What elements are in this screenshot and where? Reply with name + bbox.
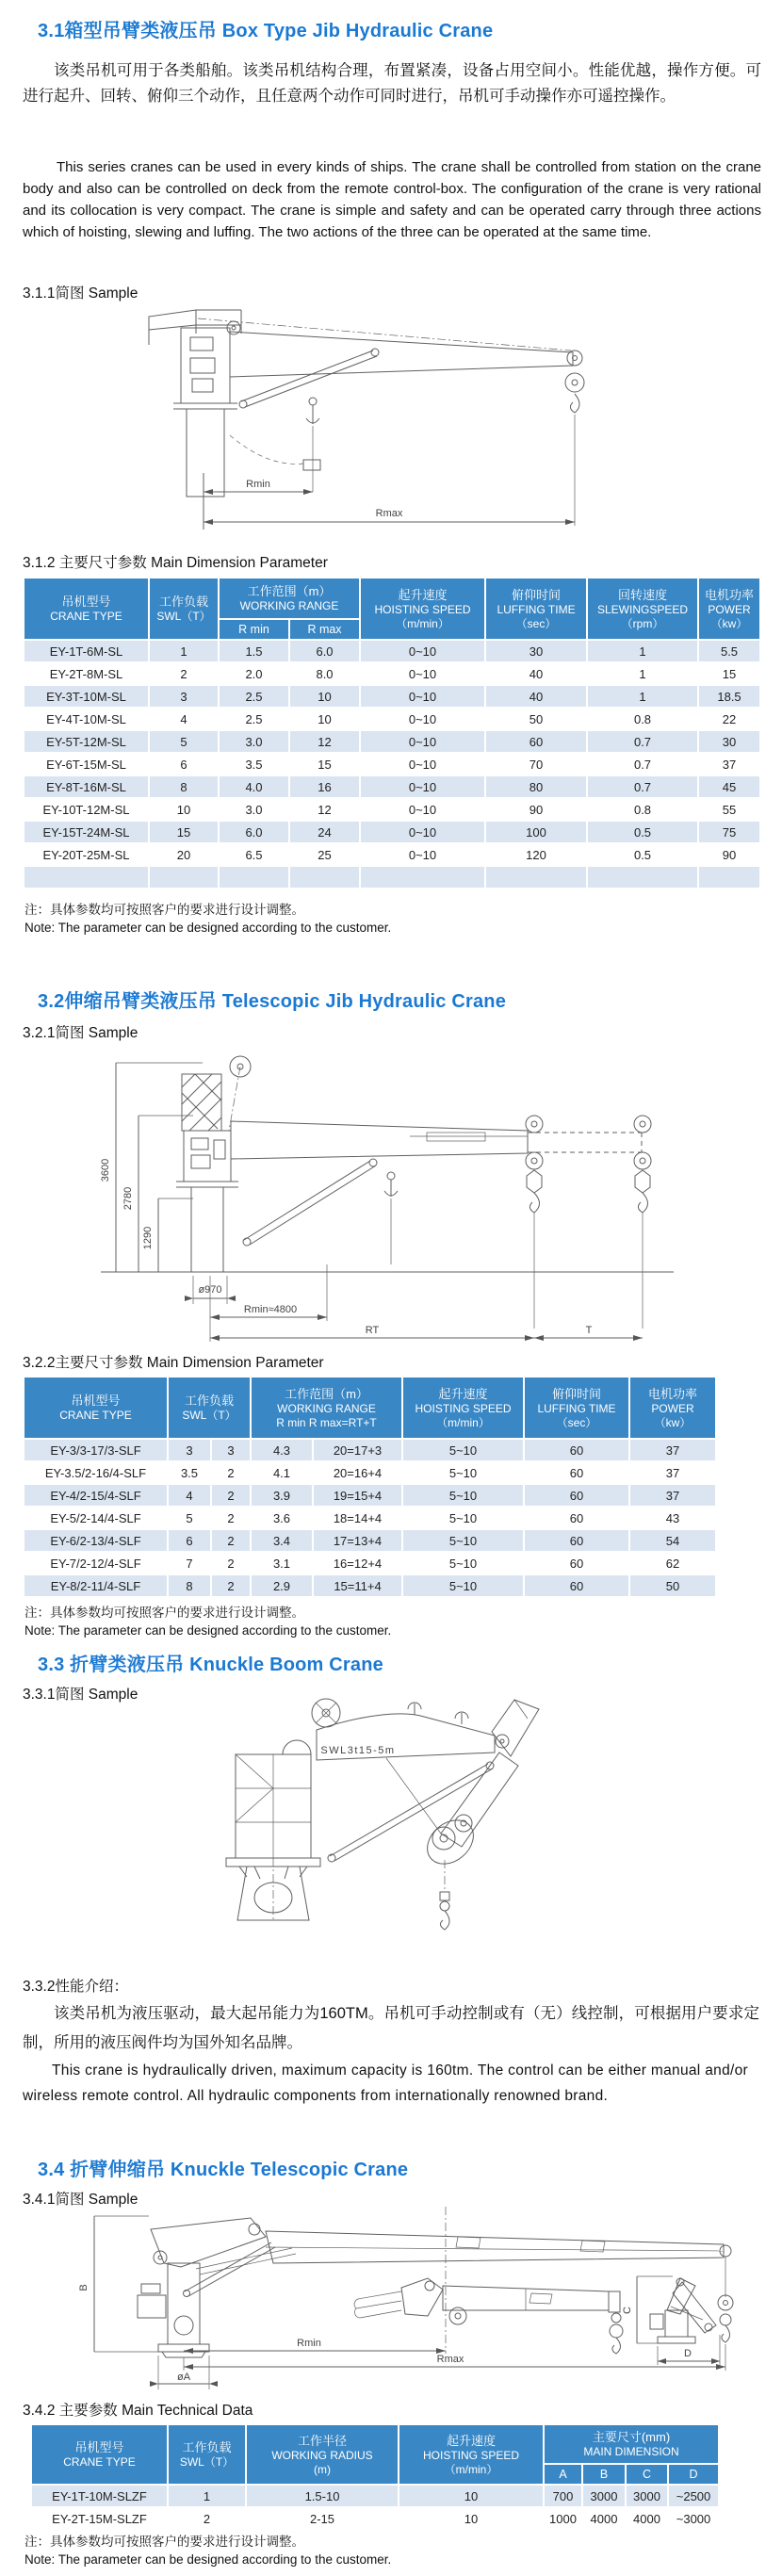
- table-cell: 1.5-10: [246, 2485, 399, 2507]
- crane-boom: [198, 318, 573, 408]
- table-cell: 2: [211, 1529, 251, 1552]
- table-cell: 6.0: [219, 821, 289, 843]
- table-cell: 3: [211, 1439, 251, 1461]
- dim-label-rmin: Rmin: [297, 2338, 321, 2349]
- table-cell: 40: [485, 685, 587, 708]
- label-3-4-1-sample: 3.4.1简图 Sample: [23, 2192, 138, 2208]
- note-en: Note: The parameter can be designed according to the customer.: [24, 1623, 392, 1638]
- diagram-knuckle-boom-crane: [141, 1698, 669, 1971]
- table-cell: 1.5: [219, 640, 289, 662]
- column-header-dim-d: D: [668, 2464, 719, 2485]
- diagram-knuckle-telescopic-crane: [55, 2205, 757, 2395]
- column-header-working-range: 工作范围（m） WORKING RANGE: [219, 578, 360, 619]
- table-cell: 22: [698, 708, 760, 730]
- table-row: [24, 708, 760, 730]
- table-cell: 6: [149, 753, 219, 775]
- table-cell: 2.5: [219, 708, 289, 730]
- height-dimensions: [100, 1063, 203, 1272]
- table-cell: EY-4/2-15/4-SLF: [24, 1484, 168, 1507]
- telescopic-boom-extended: [266, 2231, 733, 2371]
- table-cell: EY-20T-25M-SL: [24, 843, 149, 866]
- dim-label-b: B: [78, 2284, 90, 2291]
- table-cell: 60: [524, 1461, 629, 1484]
- table-cell: 5~10: [402, 1507, 524, 1529]
- table-cell: 3: [149, 685, 219, 708]
- column-header-swl: 工作负载 SWL（T）: [168, 1377, 251, 1439]
- table-cell: 4: [149, 708, 219, 730]
- dim-label-d: D: [684, 2348, 692, 2359]
- table-cell: 2: [211, 1461, 251, 1484]
- label-3-2-1-sample: 3.2.1简图 Sample: [23, 1025, 138, 1041]
- hook-block-extended: [634, 1116, 651, 1329]
- label-3-3-2-performance: 3.3.2性能介绍：: [23, 1979, 128, 1995]
- table-cell: 0~10: [360, 685, 485, 708]
- diagram-box-jib-crane: [57, 303, 754, 546]
- table-cell: 120: [485, 843, 587, 866]
- table-cell: EY-2T-15M-SLZF: [31, 2507, 168, 2530]
- paragraph-cn-3-3: 该类吊机为液压驱动，最大起吊能力为160TM。吊机可手动控制或有（无）线控制，可根据用户要求定制，所用的液压阀件均为国外知名品牌。: [23, 2005, 759, 2051]
- luffing-cylinder: [328, 1758, 494, 1862]
- table-cell: 5~10: [402, 1461, 524, 1484]
- table-cell: EY-4T-10M-SL: [24, 708, 149, 730]
- dim-label-rmin: Rmin≈4800: [243, 1304, 298, 1315]
- table-cell: EY-7/2-12/4-SLF: [24, 1552, 168, 1574]
- column-header-swl: 工作负载 SWL（T）: [149, 578, 219, 640]
- table-cell: 8: [168, 1574, 211, 1597]
- table-cell: EY-5/2-14/4-SLF: [24, 1507, 168, 1529]
- table-cell: 2: [211, 1484, 251, 1507]
- table-row: [24, 798, 760, 821]
- table-cell: 60: [524, 1507, 629, 1529]
- table-cell: ~2500: [668, 2485, 719, 2507]
- label-3-1-1-sample: 3.1.1简图 Sample: [23, 285, 138, 302]
- counterweight-block: [182, 1056, 251, 1131]
- table-cell: 50: [485, 708, 587, 730]
- section-title-3-2: 3.2伸缩吊臂类液压吊 Telescopic Jib Hydraulic Crane: [38, 991, 507, 1012]
- table-cell: 2: [149, 662, 219, 685]
- table-cell: 4.1: [251, 1461, 313, 1484]
- paragraph-en-3-3: This crane is hydraulically driven, maximum capacity is 160tm. The control can be either manual and/or wireless remote control. All hydraulic components from internationally renowned brand.: [23, 2062, 748, 2104]
- table-cell: [289, 866, 360, 889]
- table-cell: 12: [289, 730, 360, 753]
- table-cell: 80: [485, 775, 587, 798]
- column-header-hoisting-speed: 起升速度 HOISTING SPEED （m/min）: [360, 578, 485, 640]
- table-cell: 6.5: [219, 843, 289, 866]
- table-row: [24, 821, 760, 843]
- hook-symbol: [306, 398, 319, 492]
- table-cell: 20=16+4: [313, 1461, 402, 1484]
- table-row: [24, 640, 760, 662]
- table-cell: 70: [485, 753, 587, 775]
- table-cell: 1: [587, 640, 698, 662]
- table-body: [24, 1439, 716, 1597]
- table-cell: 4000: [626, 2507, 668, 2530]
- label-3-2-2-parameter: 3.2.2主要尺寸参数 Main Dimension Parameter: [23, 1355, 324, 1371]
- table-cell: 15: [698, 662, 760, 685]
- table-cell: 18.5: [698, 685, 760, 708]
- table-cell: 1: [149, 640, 219, 662]
- table-cell: 45: [698, 775, 760, 798]
- crane-folded-middle: [354, 2278, 623, 2354]
- table-cell: 0~10: [360, 798, 485, 821]
- dimension-lines: [204, 473, 575, 530]
- note-cn: 注：具体参数均可按照客户的要求进行设计调整。: [24, 1606, 304, 1620]
- column-header-rmax: R max: [289, 619, 360, 640]
- column-header-main-dimension: 主要尺寸(mm) MAIN DIMENSION: [544, 2424, 719, 2464]
- table-row: [31, 2507, 719, 2530]
- table-row: [24, 1439, 716, 1461]
- section-title-3-4: 3.4 折臂伸缩吊 Knuckle Telescopic Crane: [38, 2160, 409, 2180]
- table-cell: 4000: [582, 2507, 626, 2530]
- table-cell: 700: [544, 2485, 582, 2507]
- table-cell: [485, 866, 587, 889]
- crane-pedestal: [176, 1131, 238, 1272]
- note-en: Note: The parameter can be designed according to the customer.: [24, 921, 392, 935]
- dim-label-rmin: Rmin: [246, 479, 270, 490]
- table-cell: 5: [168, 1507, 211, 1529]
- crane-pedestal: [173, 328, 237, 497]
- table-cell: 60: [524, 1552, 629, 1574]
- table-cell: 6: [168, 1529, 211, 1552]
- table-cell: 0.7: [587, 730, 698, 753]
- hook-block: [565, 351, 584, 526]
- table-cell: 7: [168, 1552, 211, 1574]
- knuckle-jib: [418, 1700, 539, 1873]
- table-cell: EY-8T-16M-SL: [24, 775, 149, 798]
- table-cell: EY-3T-10M-SL: [24, 685, 149, 708]
- table-cell: 15: [149, 821, 219, 843]
- table-cell: 0.5: [587, 821, 698, 843]
- table-cell: 4.0: [219, 775, 289, 798]
- crane-folded-right: [622, 2276, 720, 2365]
- winch-drum: [312, 1699, 340, 1727]
- table-cell: 62: [629, 1552, 716, 1574]
- table-cell: 3.5: [219, 753, 289, 775]
- table-cell: 3.0: [219, 730, 289, 753]
- table-cell: 4.3: [251, 1439, 313, 1461]
- table-cell: 0~10: [360, 708, 485, 730]
- table-cell: 37: [629, 1461, 716, 1484]
- table-cell: EY-3.5/2-16/4-SLF: [24, 1461, 168, 1484]
- table-cell: 75: [698, 821, 760, 843]
- table-row: [24, 1461, 716, 1484]
- table-cell: 5~10: [402, 1484, 524, 1507]
- table-cell: 10: [399, 2507, 544, 2530]
- table-cell: 40: [485, 662, 587, 685]
- table-cell: 20: [149, 843, 219, 866]
- paragraph-en-3-1: This series cranes can be used in every kinds of ships. The crane shall be controlled from station on the crane body and also can be controlled on deck from the remote control-box. The configuration of the crane is very rational and its collocation is very compact. The crane is simple and safety and can be operated carry through three actions which of hoisting, slewing and luffing. The two actions of the three can be operated at the same time.: [23, 159, 761, 240]
- table-cell: 37: [629, 1484, 716, 1507]
- column-header-crane-type: 吊机型号 CRANE TYPE: [24, 1377, 168, 1439]
- table-head: [24, 1377, 716, 1439]
- table-cell: 16=12+4: [313, 1552, 402, 1574]
- table-row: [24, 866, 760, 889]
- table-cell: 10: [399, 2485, 544, 2507]
- boom-swl-marking: SWL3t15-5m: [320, 1745, 396, 1756]
- table-head: [24, 578, 760, 640]
- table-cell: 15: [289, 753, 360, 775]
- telescopic-boom: [231, 1121, 642, 1246]
- table-row: [24, 753, 760, 775]
- hook-block: [440, 1860, 449, 1930]
- remote-control-box: [230, 435, 320, 470]
- note-en: Note: The parameter can be designed according to the customer.: [24, 2552, 392, 2567]
- table-cell: 10: [289, 708, 360, 730]
- table-cell: EY-6/2-13/4-SLF: [24, 1529, 168, 1552]
- paragraph-cn-3-1: 该类吊机可用于各类船舶。该类吊机结构合理，布置紧凑，设备占用空间小。性能优越，操作方便。可进行起升、回转、俯仰三个动作，且任意两个动作可同时进行，吊机可手动操作亦可遥控操作。: [23, 62, 761, 105]
- dim-label-2780: 2780: [122, 1186, 134, 1211]
- table-cell: EY-1T-6M-SL: [24, 640, 149, 662]
- dim-label-a: øA: [176, 2372, 191, 2383]
- table-cell: 10: [149, 798, 219, 821]
- table-cell: 3.6: [251, 1507, 313, 1529]
- note-cn: 注：具体参数均可按照客户的要求进行设计调整。: [24, 2535, 304, 2549]
- table-row: [31, 2485, 719, 2507]
- ground-and-dimensions: [101, 1264, 674, 1342]
- dim-label-rmax: Rmax: [375, 508, 403, 519]
- table-cell: 3: [168, 1439, 211, 1461]
- table-cell: 0~10: [360, 843, 485, 866]
- table-cell: 8.0: [289, 662, 360, 685]
- table-cell: EY-5T-12M-SL: [24, 730, 149, 753]
- table-cell: 5~10: [402, 1552, 524, 1574]
- table-cell: 0~10: [360, 640, 485, 662]
- crane-body-extended: [138, 2218, 296, 2357]
- table-cell: 2: [168, 2507, 246, 2530]
- table-cell: 0~10: [360, 662, 485, 685]
- dim-label-c: C: [622, 2307, 633, 2314]
- table-cell: 90: [485, 798, 587, 821]
- pedestal-base: [226, 1858, 320, 1920]
- table-cell: 60: [485, 730, 587, 753]
- hook-symbol: [384, 1172, 398, 1264]
- column-header-luffing-time: 俯仰时间 LUFFING TIME （sec）: [485, 578, 587, 640]
- table-row: [24, 843, 760, 866]
- table-cell: 5.5: [698, 640, 760, 662]
- table-cell: 2.0: [219, 662, 289, 685]
- table-cell: [360, 866, 485, 889]
- dim-label-1290: 1290: [142, 1226, 154, 1250]
- table-cell: 3.4: [251, 1529, 313, 1552]
- table-cell: 1000: [544, 2507, 582, 2530]
- table-cell: 3.1: [251, 1552, 313, 1574]
- table-cell: 90: [698, 843, 760, 866]
- table-cell: 8: [149, 775, 219, 798]
- table-cell: 12: [289, 798, 360, 821]
- dim-label-rt: RT: [365, 1325, 380, 1336]
- table-cell: 18=14+4: [313, 1507, 402, 1529]
- table-cell: 37: [698, 753, 760, 775]
- section-title-3-3: 3.3 折臂类液压吊 Knuckle Boom Crane: [38, 1655, 383, 1675]
- table-cell: 2-15: [246, 2507, 399, 2530]
- label-3-1-2-parameter: 3.1.2 主要尺寸参数 Main Dimension Parameter: [23, 555, 328, 571]
- table-cell: 0~10: [360, 821, 485, 843]
- table-cell: 0.8: [587, 708, 698, 730]
- table-cell: 3.0: [219, 798, 289, 821]
- table-cell: 20=17+3: [313, 1439, 402, 1461]
- table-cell: 2.5: [219, 685, 289, 708]
- section-title-3-1: 3.1箱型吊臂类液压吊 Box Type Jib Hydraulic Crane: [38, 21, 494, 41]
- column-header-dim-b: B: [582, 2464, 626, 2485]
- lattice-mast: [236, 1740, 311, 1858]
- table-cell: EY-3/3-17/3-SLF: [24, 1439, 168, 1461]
- column-header-dim-a: A: [544, 2464, 582, 2485]
- column-header-power: 电机功率 POWER （kw）: [698, 578, 760, 640]
- table-cell: 100: [485, 821, 587, 843]
- table-cell: EY-10T-12M-SL: [24, 798, 149, 821]
- table-cell: [149, 866, 219, 889]
- table-cell: 60: [524, 1574, 629, 1597]
- table-row: [24, 1484, 716, 1507]
- table-cell: 0.5: [587, 843, 698, 866]
- column-header-working-range: 工作范围（m） WORKING RANGE R min R max=RT+T: [251, 1377, 402, 1439]
- table-cell: 43: [629, 1507, 716, 1529]
- dim-label-3600: 3600: [100, 1158, 111, 1182]
- table-cell: 17=13+4: [313, 1529, 402, 1552]
- table-cell: 2: [211, 1552, 251, 1574]
- table-row: [24, 1552, 716, 1574]
- main-boom: [317, 1703, 495, 1760]
- table-cell: 0~10: [360, 730, 485, 753]
- table-cell: 19=15+4: [313, 1484, 402, 1507]
- table-cell: 1: [587, 685, 698, 708]
- table-row: [24, 1574, 716, 1597]
- table-cell: 5~10: [402, 1529, 524, 1552]
- table-cell: 1: [168, 2485, 246, 2507]
- note-cn: 注：具体参数均可按照客户的要求进行设计调整。: [24, 903, 304, 917]
- note-3-1: [24, 901, 391, 937]
- technical-data-table-3-4: [30, 2423, 720, 2531]
- table-cell: [219, 866, 289, 889]
- table-cell: 0~10: [360, 753, 485, 775]
- table-cell: 0.7: [587, 753, 698, 775]
- table-cell: 0.7: [587, 775, 698, 798]
- table-cell: 3.5: [168, 1461, 211, 1484]
- table-cell: 50: [629, 1574, 716, 1597]
- label-3-3-1-sample: 3.3.1简图 Sample: [23, 1687, 138, 1703]
- column-header-rmin: R min: [219, 619, 289, 640]
- bottom-dimensions: [150, 2338, 725, 2389]
- table-cell: EY-8/2-11/4-SLF: [24, 1574, 168, 1597]
- table-cell: 30: [485, 640, 587, 662]
- table-cell: 3.9: [251, 1484, 313, 1507]
- table-cell: 15=11+4: [313, 1574, 402, 1597]
- table-cell: 24: [289, 821, 360, 843]
- table-body: [31, 2485, 719, 2530]
- table-cell: 30: [698, 730, 760, 753]
- column-header-crane-type: 吊机型号 CRANE TYPE: [31, 2424, 168, 2485]
- table-cell: EY-15T-24M-SL: [24, 821, 149, 843]
- table-cell: 55: [698, 798, 760, 821]
- table-cell: 10: [289, 685, 360, 708]
- table-cell: 6.0: [289, 640, 360, 662]
- column-header-swl: 工作负载 SWL（T）: [168, 2424, 246, 2485]
- table-cell: 54: [629, 1529, 716, 1552]
- table-cell: EY-2T-8M-SL: [24, 662, 149, 685]
- column-header-hoisting-speed: 起升速度 HOISTING SPEED （m/min）: [402, 1377, 524, 1439]
- table-cell: 5~10: [402, 1574, 524, 1597]
- table-cell: EY-6T-15M-SL: [24, 753, 149, 775]
- table-cell: 60: [524, 1529, 629, 1552]
- dim-label-t: T: [585, 1325, 593, 1336]
- dimension-table-3-1: [23, 577, 761, 889]
- table-cell: 2.9: [251, 1574, 313, 1597]
- table-cell: 1: [587, 662, 698, 685]
- table-cell: EY-1T-10M-SLZF: [31, 2485, 168, 2507]
- table-cell: 0~10: [360, 775, 485, 798]
- table-row: [24, 685, 760, 708]
- table-body: [24, 640, 760, 889]
- table-row: [24, 775, 760, 798]
- column-header-slewing-speed: 回转速度 SLEWINGSPEED （rpm）: [587, 578, 698, 640]
- table-head: [31, 2424, 719, 2485]
- table-cell: 3000: [582, 2485, 626, 2507]
- table-cell: 60: [524, 1439, 629, 1461]
- column-header-dim-c: C: [626, 2464, 668, 2485]
- dim-label-rmax: Rmax: [436, 2354, 464, 2365]
- table-cell: 2: [211, 1574, 251, 1597]
- table-row: [24, 1507, 716, 1529]
- table-cell: [587, 866, 698, 889]
- table-cell: 0.8: [587, 798, 698, 821]
- table-cell: ~3000: [668, 2507, 719, 2530]
- label-3-4-2-data: 3.4.2 主要参数 Main Technical Data: [23, 2403, 253, 2419]
- hook-block-retracted: [526, 1116, 543, 1329]
- note-3-4: [24, 2533, 391, 2568]
- note-3-2: [24, 1604, 391, 1639]
- dimension-table-3-2: [23, 1376, 717, 1598]
- table-cell: 25: [289, 843, 360, 866]
- table-cell: 60: [524, 1484, 629, 1507]
- table-row: [24, 730, 760, 753]
- table-cell: [24, 866, 149, 889]
- table-cell: 5: [149, 730, 219, 753]
- table-cell: 37: [629, 1439, 716, 1461]
- dim-label-base: ø970: [198, 1284, 222, 1296]
- table-cell: 16: [289, 775, 360, 798]
- diagram-telescopic-jib-crane: [52, 1038, 754, 1349]
- table-cell: 3000: [626, 2485, 668, 2507]
- table-cell: [698, 866, 760, 889]
- column-header-hoisting-speed: 起升速度 HOISTING SPEED （m/min）: [399, 2424, 544, 2485]
- table-cell: 5~10: [402, 1439, 524, 1461]
- table-row: [24, 1529, 716, 1552]
- column-header-crane-type: 吊机型号 CRANE TYPE: [24, 578, 149, 640]
- table-cell: 2: [211, 1507, 251, 1529]
- column-header-luffing-time: 俯仰时间 LUFFING TIME （sec）: [524, 1377, 629, 1439]
- column-header-power: 电机功率 POWER （kw）: [629, 1377, 716, 1439]
- column-header-working-radius: 工作半径 WORKING RADIUS (m): [246, 2424, 399, 2485]
- table-row: [24, 662, 760, 685]
- table-cell: 4: [168, 1484, 211, 1507]
